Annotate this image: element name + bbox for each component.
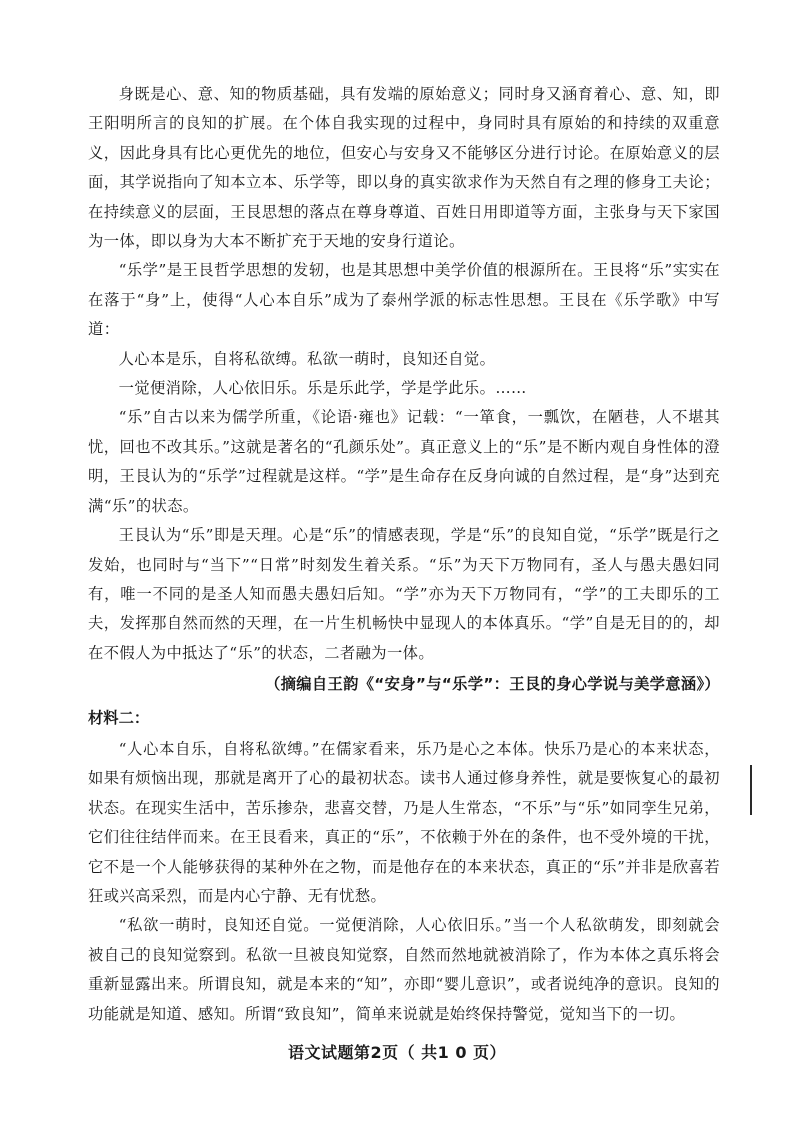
paragraph-kongyan: “乐”自古以来为儒学所重，《论语·雍也》记载：“一箪食，一瓢饮，在陋巷，人不堪其忧，回也不改其乐。”这就是著名的“孔颜乐处”。真正意义上的“乐”是不断内观自身性体的澄明，王艮认为的“乐学”过程就是这样。“学”是生命存在反身向诚的自然过程，是“身”达到充满“乐”的状态。 <box>88 408 720 515</box>
margin-scan-mark <box>750 765 752 815</box>
paragraph-xinbenti: “人心本自乐，自将私欲缚。”在儒家看来，乐乃是心之本体。快乐乃是心的本来状态，如果有烦恼出现，那就是离开了心的最初状态。读书人通过修身养性，就是要恢复心的最初状态。在现实生活中，苦乐掺杂，悲喜交替，乃是人生常态，“不乐”与“乐”如同孪生兄弟，它们往往结伴而来。在王艮看来，真正的“乐”，不依赖于外在的条件，也不受外境的干扰，它不是一个人能够获得的某种外在之物，而是他存在的本来状态，真正的“乐”并非是欣喜若狂或兴高采烈，而是内心宁静、无有忧愁。 <box>88 739 720 905</box>
paragraph-body-mind: 身既是心、意、知的物质基础，具有发端的原始意义；同时身又涵育着心、意、知，即王阳明所言的良知的扩展。在个体自我实现的过程中，身同时具有原始的和持续的双重意义，因此身具有比心更优先的地位，但安心与安身又不能够区分进行讨论。在原始意义的层面，其学说指向了知本立本、乐学等，即以身的真实欲求作为天然自有之理的修身工夫论；在持续意义的层面，王艮思想的落点在尊身尊道、百姓日用即道等方面，主张身与天下家国为一体，即以身为大本不断扩充于天地的安身行道论。 <box>88 85 720 251</box>
source-citation: （摘编自王韵《“安身”与“乐学”：王艮的身心学说与美学意涵》） <box>265 675 720 694</box>
page-content <box>88 80 720 1029</box>
paragraph-liangzhi: “私欲一萌时，良知还自觉。一觉便消除，人心依旧乐。”当一个人私欲萌发，即刻就会被自己的良知觉察到。私欲一旦被良知觉察，自然而然地就被消除了，作为本体之真乐将会重新显露出来。所谓良知，就是本来的“知”，亦即“婴儿意识”，或者说纯净的意识。良知的功能就是知道、感知。所谓“致良知”，简单来说就是始终保持警觉，觉知当下的一切。 <box>88 916 720 1023</box>
poem-line-2: 一觉便消除，人心依旧乐。乐是乐此学，学是学此乐。…… <box>118 379 527 398</box>
poem-line-1: 人心本是乐，自将私欲缚。私欲一萌时，良知还自觉。 <box>118 349 496 368</box>
page-footer: 语文试题第2页（ 共1 0 页） <box>287 1043 507 1062</box>
section-label-material-2: 材料二： <box>88 708 150 727</box>
paragraph-lexue-intro: “乐学”是王艮哲学思想的发轫，也是其思想中美学价值的根源所在。王艮将“乐”实实在在落于“身”上，使得“人心本自乐”成为了泰州学派的标志性思想。王艮在《乐学歌》中写道： <box>88 261 720 339</box>
paragraph-tianli: 王艮认为“乐”即是天理。心是“乐”的情感表现，学是“乐”的良知自觉，“乐学”既是行之发始，也同时与“当下”“日常”时刻发生着关系。“乐”为天下万物同有，圣人与愚夫愚妇同有，唯一不同的是圣人知而愚夫愚妇后知。“学”亦为天下万物同有，“学”的工夫即乐的工夫，发挥那自然而然的天理，在一片生机畅快中显现人的本体真乐。“学”自是无目的的，却在不假人为中抵达了“乐”的状态，二者融为一体。 <box>88 526 720 662</box>
